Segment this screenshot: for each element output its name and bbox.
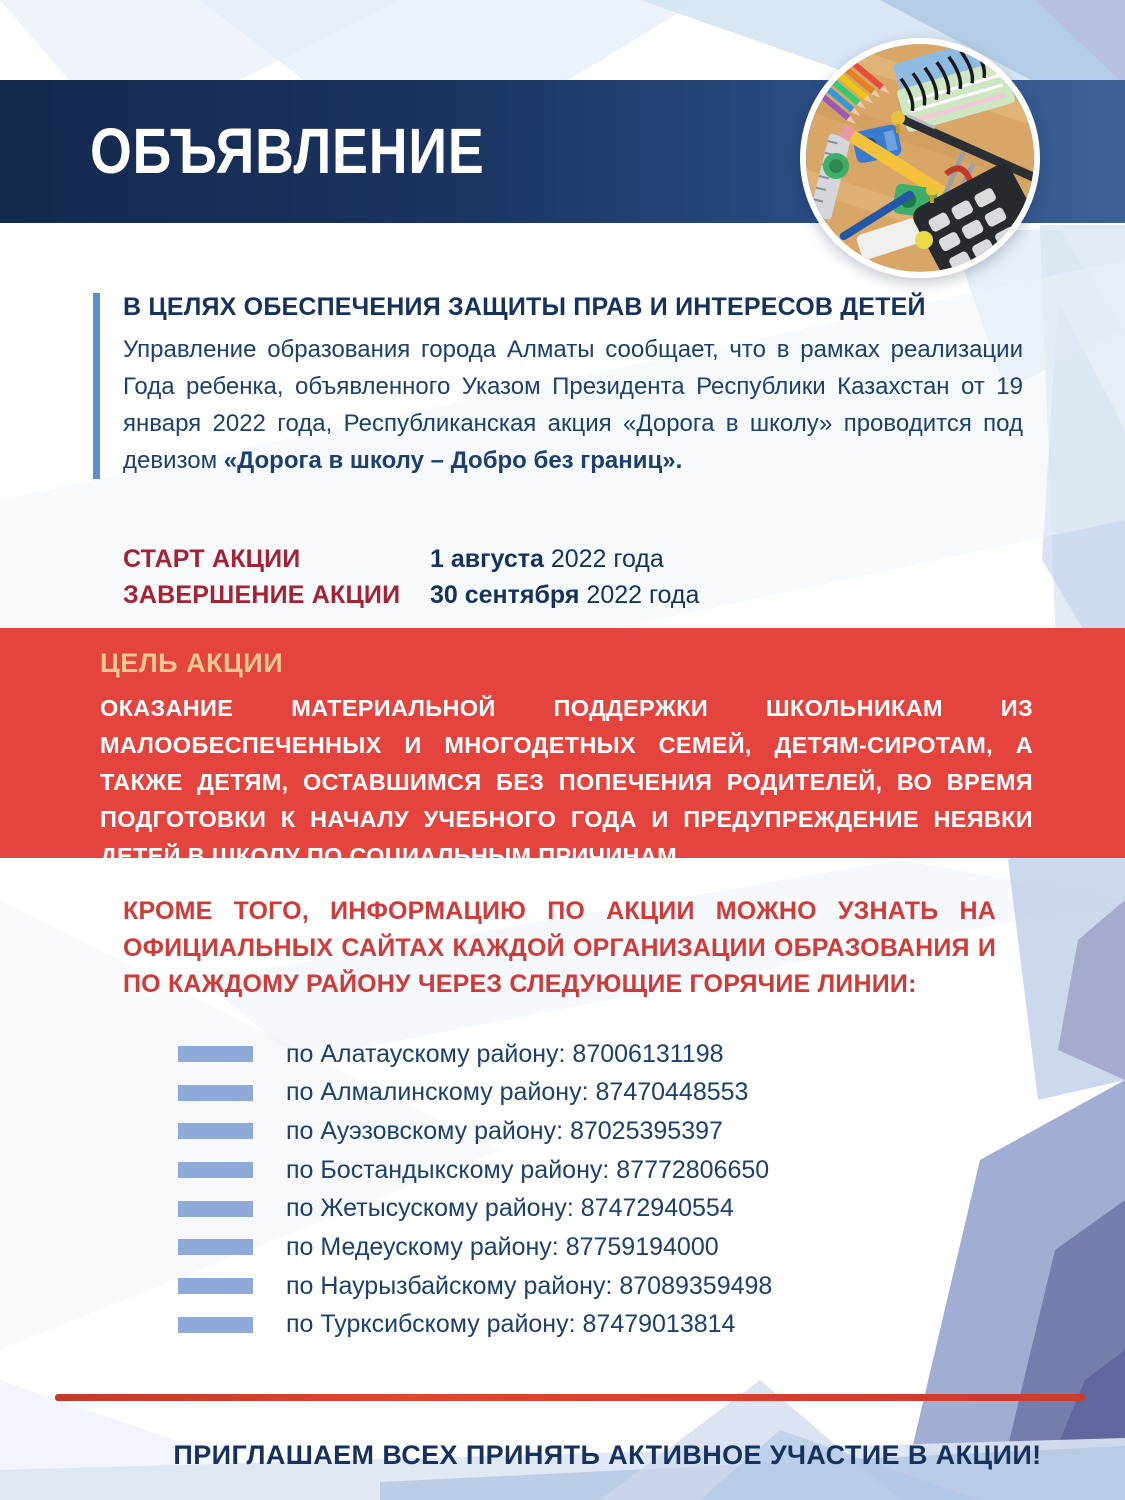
list-bullet xyxy=(178,1085,253,1101)
hotline-text: по Турксибскому району: 87479013814 xyxy=(286,1310,736,1339)
hotlines-list xyxy=(178,1041,772,1351)
intro-heading: В ЦЕЛЯХ ОБЕСПЕЧЕНИЯ ЗАЩИТЫ ПРАВ И ИНТЕРЕСОВ ДЕТЕЙ xyxy=(123,293,926,321)
list-bullet xyxy=(178,1162,253,1178)
date-row-start xyxy=(123,541,1023,577)
start-value xyxy=(430,541,664,577)
end-value-rest: 2022 года xyxy=(579,581,700,609)
intro-body xyxy=(123,331,1023,479)
hotline-item xyxy=(178,1196,772,1222)
hotline-item xyxy=(178,1234,772,1260)
hotline-item xyxy=(178,1041,772,1067)
intro-block xyxy=(93,293,1023,479)
dates-block xyxy=(123,541,1023,613)
end-value xyxy=(430,577,699,613)
list-bullet xyxy=(178,1278,253,1294)
hotline-text: по Жетысускому району: 87472940554 xyxy=(286,1194,734,1223)
list-bullet xyxy=(178,1123,253,1139)
start-value-rest: 2022 года xyxy=(543,545,664,573)
date-row-end xyxy=(123,577,1023,613)
start-label: СТАРТ АКЦИИ xyxy=(123,545,301,573)
hotline-item xyxy=(178,1273,772,1299)
hotline-text: по Наурызбайскому району: 87089359498 xyxy=(286,1271,773,1300)
intro-body-regular: Управление образования города Алматы сообщает, что в рамках реализации Года ребенка, объявленного Указом Президента Республики Казахстан от 19 января 2022 года, Республиканская акция «Дорога в школу» проводится под девизом xyxy=(123,336,1023,474)
page-title: ОБЪЯВЛЕНИЕ xyxy=(90,115,485,187)
hotline-text: по Ауэзовскому району: 87025395397 xyxy=(286,1116,723,1145)
goal-heading: ЦЕЛЬ АКЦИИ xyxy=(100,648,284,678)
hotline-text: по Бостандыкскому району: 87772806650 xyxy=(286,1155,770,1184)
hotline-item xyxy=(178,1080,772,1106)
end-label: ЗАВЕРШЕНИЕ АКЦИИ xyxy=(123,581,401,609)
hotline-text: по Медеускому району: 87759194000 xyxy=(286,1232,719,1261)
hotline-item xyxy=(178,1312,772,1338)
hotline-text: по Алмалинскому району: 87470448553 xyxy=(286,1078,749,1107)
red-divider-line xyxy=(55,1394,1085,1401)
end-value-bold: 30 сентября xyxy=(430,581,580,609)
list-bullet xyxy=(178,1317,253,1333)
school-supplies-illustration xyxy=(806,44,1034,272)
hotline-text: по Алатаускому району: 87006131198 xyxy=(286,1039,724,1068)
hotlines-intro: КРОМЕ ТОГО, ИНФОРМАЦИЮ ПО АКЦИИ МОЖНО УЗНАТЬ НА ОФИЦИАЛЬНЫХ САЙТАХ КАЖДОЙ ОРГАНИЗАЦИИ ОБРАЗОВАНИЯ И ПО КАЖДОМУ РАЙОНУ ЧЕРЕЗ СЛЕДУЮЩИЕ ГОРЯЧИЕ ЛИНИИ: xyxy=(123,897,996,998)
list-bullet xyxy=(178,1239,253,1255)
school-supplies-photo xyxy=(800,38,1040,278)
hotline-item xyxy=(178,1157,772,1183)
start-value-bold: 1 августа xyxy=(430,545,544,573)
goal-band xyxy=(0,628,1125,869)
intro-body-bold: «Дорога в школу – Добро без границ». xyxy=(223,447,683,474)
footer-call-to-action: ПРИГЛАШАЕМ ВСЕХ ПРИНЯТЬ АКТИВНОЕ УЧАСТИЕ В АКЦИИ! xyxy=(173,1440,1042,1470)
list-bullet xyxy=(178,1201,253,1217)
goal-body: ОКАЗАНИЕ МАТЕРИАЛЬНОЙ ПОДДЕРЖКИ ШКОЛЬНИКАМ ИЗ МАЛООБЕСПЕЧЕННЫХ И МНОГОДЕТНЫХ СЕМЕЙ, ДЕТЯМ-СИРОТАМ, А ТАКЖЕ ДЕТЯМ, ОСТАВШИМСЯ БЕЗ ПОПЕЧЕНИЯ РОДИТЕЛЕЙ, ВО ВРЕМЯ ПОДГОТОВКИ К НАЧАЛУ УЧЕБНОГО ГОДА И ПРЕДУПРЕЖДЕНИЕ НЕЯВКИ ДЕТЕЙ В ШКОЛУ ПО СОЦИАЛЬНЫМ ПРИЧИНАМ. xyxy=(100,695,1033,869)
hotline-item xyxy=(178,1118,772,1144)
list-bullet xyxy=(178,1046,253,1062)
